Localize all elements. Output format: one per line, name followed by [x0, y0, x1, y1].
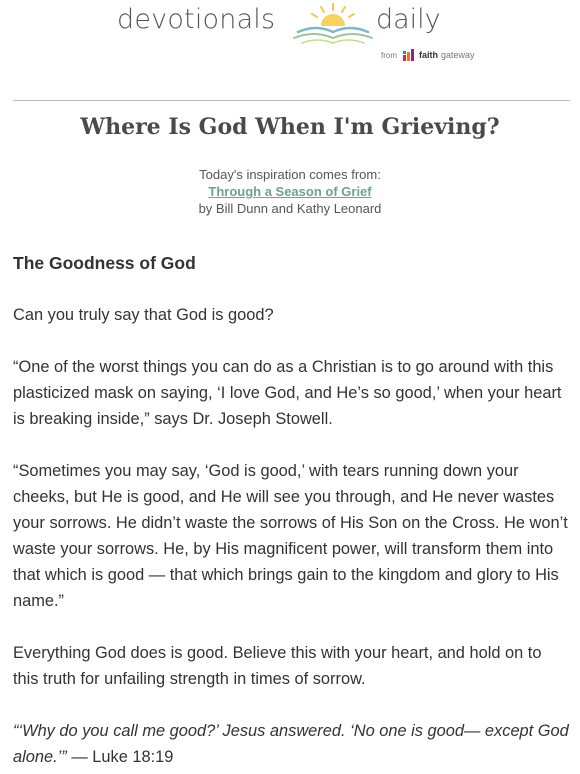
brand-gateway-text: gateway	[441, 50, 475, 60]
book-authors: by Bill Dunn and Kathy Leonard	[198, 201, 382, 216]
faithgateway-icon	[402, 48, 416, 62]
logo-text-daily[interactable]: daily	[376, 4, 441, 35]
page-title: Where Is God When I'm Grieving?	[80, 114, 500, 140]
book-title-link[interactable]: Through a Season of Grief	[208, 184, 372, 199]
verse-reference: — Luke 18:19	[66, 748, 174, 766]
article-body	[13, 250, 569, 770]
header-divider	[13, 100, 570, 101]
verse-quote: “‘Why do you call me good?’ Jesus answered. ‘No one is good— except God alone.’”	[13, 722, 569, 766]
faithgateway-brand[interactable]	[381, 45, 475, 65]
paragraph: Everything God does is good. Believe this with your heart, and hold on to this truth for unfailing strength in times of sorrow.	[13, 644, 542, 688]
paragraph: “Sometimes you may say, ‘God is good,’ with tears running down your cheeks, but He is good, and He will see you through, and He never wastes your sorrows. He didn’t waste the sorrows of His Son on the Cross. He won’t waste your sorrows. He, by His magnificent power, will transform them into that which is good — that which brings gain to the kingdom and glory to His name.”	[13, 462, 568, 610]
paragraph: Can you truly say that God is good?	[13, 306, 274, 324]
sun-over-book-icon[interactable]	[292, 2, 374, 46]
logo-text-devotionals[interactable]: devotionals	[117, 4, 276, 35]
source-intro: Today's inspiration comes from:	[199, 167, 381, 182]
brand-faith-text: faith	[419, 50, 438, 60]
paragraph: “One of the worst things you can do as a Christian is to go around with this plasticized mask on saying, ‘I love God, and He’s so good,’ when your heart is breaking inside,” says Dr. Joseph Stowell.	[13, 358, 562, 428]
from-label: from	[381, 50, 397, 60]
section-heading: The Goodness of God	[13, 253, 196, 273]
scripture-verse	[13, 718, 569, 770]
source-block	[0, 166, 580, 217]
site-header	[0, 0, 580, 92]
